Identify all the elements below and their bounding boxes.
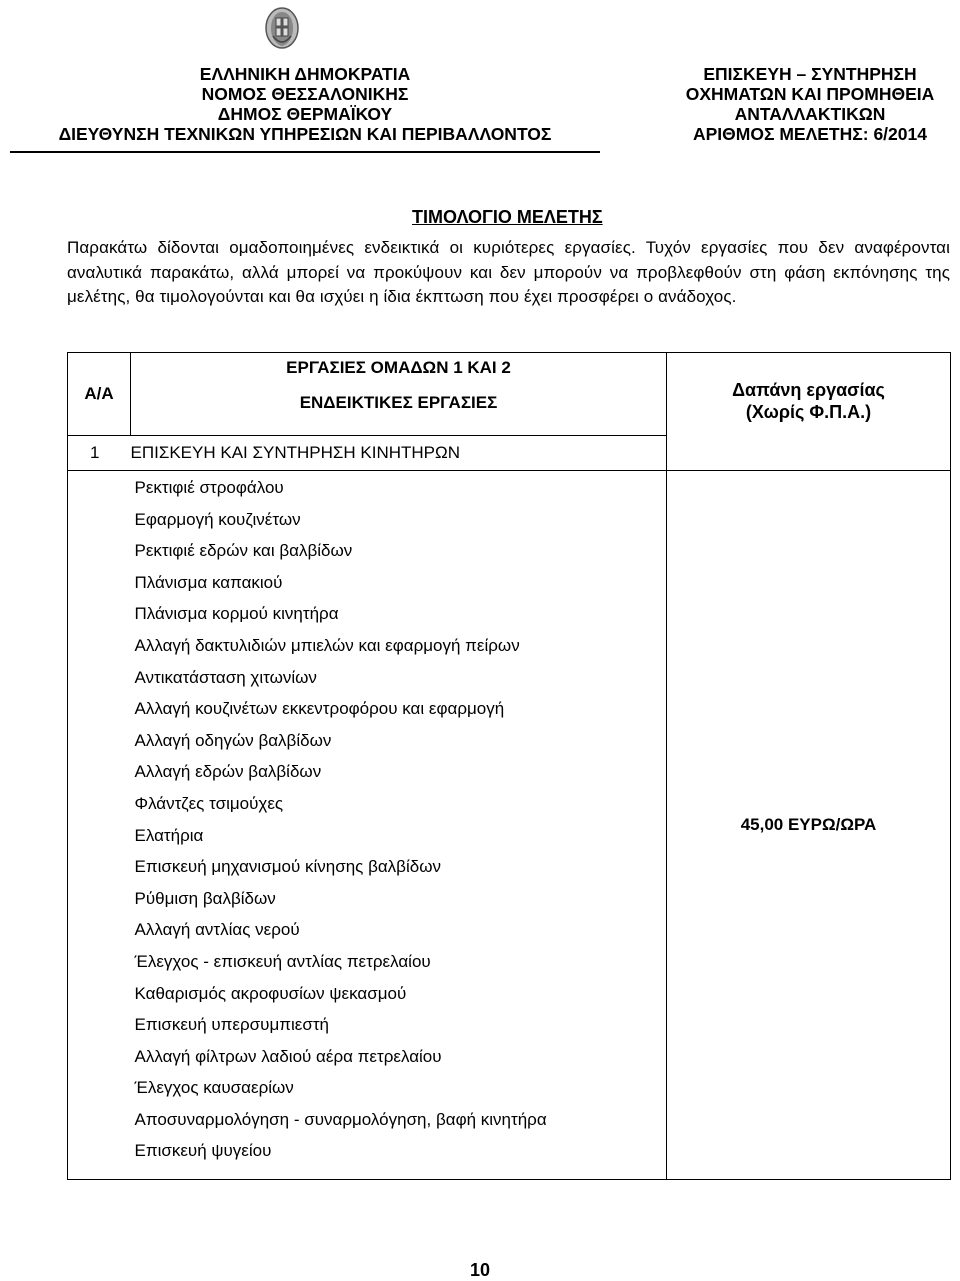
list-item: Αλλαγή δακτυλιδιών μπιελών και εφαρμογή πείρων: [134, 635, 520, 655]
intro-paragraph: Παρακάτω δίδονται ομαδοποιημένες ενδεικτικά οι κυριότερες εργασίες. Τυχόν εργασίες που δεν αναφέρονται αναλυτικά παρακάτω, αλλά μπορεί να προκύψουν και δεν μπορούν να προβλεφθούν στη φάση εκπόνησης της μελέτης, θα τιμολογούνται και θα ισχύει η ίδια έκπτωση που έχει προσφέρει ο ανάδοχος.: [67, 238, 950, 306]
list-item: Αποσυναρμολόγηση - συναρμολόγηση, βαφή κινητήρα: [134, 1109, 547, 1129]
column-header-tasks: [131, 353, 667, 436]
issuer-line-municipality: ΔΗΜΟΣ ΘΕΡΜΑΪΚΟΥ: [217, 104, 393, 124]
list-item: Αλλαγή φίλτρων λαδιού αέρα πετρελαίου: [134, 1046, 442, 1066]
list-item: Έλεγχος καυσαερίων: [134, 1078, 294, 1098]
list-item: Φλάντζες τσιμούχες: [134, 793, 284, 813]
list-item: Επισκευή μηχανισμού κίνησης βαλβίδων: [134, 857, 441, 877]
tasks-heading: ΕΝΔΕΙΚΤΙΚΕΣ ΕΡΓΑΣΙΕΣ: [299, 393, 498, 412]
hellenic-emblem-icon: [265, 6, 299, 50]
issuer-line-prefecture: ΝΟΜΟΣ ΘΕΣΣΑΛΟΝΙΚΗΣ: [201, 84, 409, 104]
document-title: ΤΙΜΟΛΟΓΙΟ ΜΕΛΕΤΗΣ: [412, 207, 603, 227]
list-item: Ελατήρια: [134, 825, 204, 845]
section-title: ΕΠΙΣΚΕΥΗ ΚΑΙ ΣΥΝΤΗΡΗΣΗ ΚΙΝΗΤΗΡΩΝ: [131, 436, 667, 471]
project-header: [660, 64, 960, 144]
issuer-header: [10, 64, 600, 144]
list-item: Ρύθμιση βαλβίδων: [134, 888, 276, 908]
project-line-2: ΟΧΗΜΑΤΩΝ ΚΑΙ ΠΡΟΜΗΘΕΙΑ: [685, 84, 935, 104]
items-row: [68, 471, 951, 1180]
items-cell: [131, 471, 667, 1180]
list-item: Επισκευή υπερσυμπιεστή: [134, 1015, 329, 1035]
list-item: Εφαρμογή κουζινέτων: [134, 509, 301, 529]
list-item: Καθαρισμός ακροφυσίων ψεκασμού: [134, 983, 407, 1003]
table-header-row: [68, 353, 951, 436]
list-item: Αλλαγή οδηγών βαλβίδων: [134, 730, 332, 750]
list-item: Ρεκτιφιέ εδρών και βαλβίδων: [134, 541, 353, 561]
price-table: [67, 352, 951, 1180]
project-line-3: ΑΝΤΑΛΛΑΚΤΙΚΩΝ: [734, 104, 886, 124]
list-item: Επισκευή ψυγείου: [134, 1141, 272, 1161]
list-item: Αντικατάσταση χιτωνίων: [134, 667, 317, 687]
column-header-aa: Α/Α: [68, 353, 131, 436]
column-header-cost: [667, 353, 951, 471]
list-item: Έλεγχος - επισκευή αντλίας πετρελαίου: [134, 951, 431, 971]
group-heading: ΕΡΓΑΣΙΕΣ ΟΜΑΔΩΝ 1 ΚΑΙ 2: [286, 358, 511, 377]
section-number: 1: [68, 436, 131, 471]
list-item: Αλλαγή αντλίας νερού: [134, 920, 300, 940]
price-cell: 45,00 ΕΥΡΩ/ΩΡΑ: [667, 471, 951, 1180]
header-underline: [10, 151, 600, 153]
cost-heading-line1: Δαπάνη εργασίας: [732, 380, 885, 400]
project-line-1: ΕΠΙΣΚΕΥΗ – ΣΥΝΤΗΡΗΣΗ: [703, 64, 917, 84]
cost-heading-line2: (Χωρίς Φ.Π.Α.): [745, 402, 872, 422]
issuer-line-directorate: ΔΙΕΥΘΥΝΣΗ ΤΕΧΝΙΚΩΝ ΥΠΗΡΕΣΙΩΝ ΚΑΙ ΠΕΡΙΒΑΛΛΟΝΤΟΣ: [58, 124, 552, 144]
list-item: Πλάνισμα καπακιού: [134, 572, 283, 592]
list-item: Αλλαγή κουζινέτων εκκεντροφόρου και εφαρμογή: [134, 699, 505, 719]
list-item: Ρεκτιφιέ στροφάλου: [134, 478, 284, 497]
study-number: ΑΡΙΘΜΟΣ ΜΕΛΕΤΗΣ: 6/2014: [693, 124, 927, 144]
page-number: 10: [469, 1260, 491, 1280]
list-item: Πλάνισμα κορμού κινητήρα: [134, 604, 339, 624]
list-item: Αλλαγή εδρών βαλβίδων: [134, 762, 322, 782]
task-list: [135, 472, 667, 1167]
issuer-line-country: ΕΛΛΗΝΙΚΗ ΔΗΜΟΚΡΑΤΙΑ: [199, 64, 411, 84]
items-aa-cell: [68, 471, 131, 1180]
